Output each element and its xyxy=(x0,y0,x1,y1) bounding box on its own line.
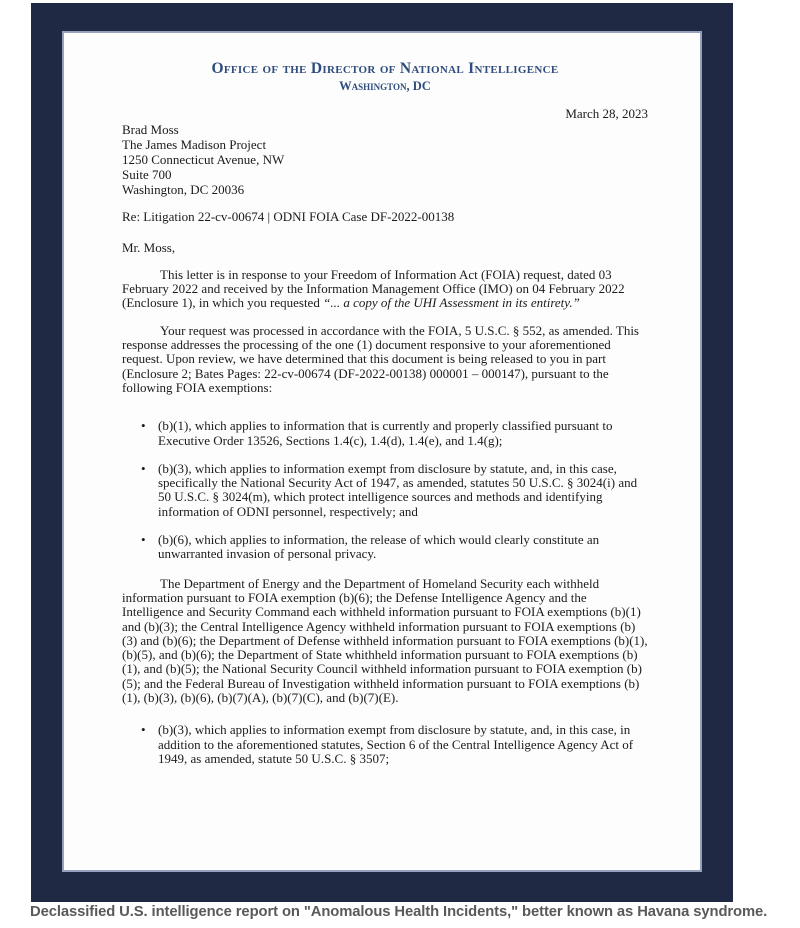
address-line-suite: Suite 700 xyxy=(122,167,172,183)
letter-content xyxy=(64,33,700,766)
letter-page xyxy=(64,33,700,870)
salutation: Mr. Moss, xyxy=(122,239,176,255)
address-line-city: Washington, DC 20036 xyxy=(122,182,245,198)
paragraph-foia-request xyxy=(122,268,648,311)
exemption-item-b3-cia-act: • (b)(3), which applies to information exempt from disclosure by statute, and, in this case, in addition to the aforementioned statutes, Section 6 of the Central Intelligence Agency Act of 1949, as amended, statute 50 U.S.C. § 3507; xyxy=(122,723,648,766)
address-line-org: The James Madison Project xyxy=(122,137,267,153)
recipient-address xyxy=(122,122,648,197)
exemption-item-b1: • (b)(1), which applies to information that is currently and properly classified pursuant to Executive Order 13526, Sections 1.4(c), 1.4(d), 1.4(e), and 1.4(g); xyxy=(122,419,648,448)
letter-date: March 28, 2023 xyxy=(565,106,648,121)
exemption-list-secondary xyxy=(122,723,648,766)
paragraph-processing: Your request was processed in accordance with the FOIA, 5 U.S.C. § 552, as amended. This response addresses the processing of the one (1) document responsive to your aforementioned request. Upon review, we have determined that this document is being released to you in part (Enclosure 2; Bates Pages: 22-cv-00674 (DF-2022-00138) 000001 – 000147), pursuant to the following FOIA exemptions: xyxy=(122,322,639,395)
letterhead-location: Washington, DC xyxy=(339,79,431,93)
exemption-item-b3: • (b)(3), which applies to information exempt from disclosure by statute, and, in this case, specifically the National Security Act of 1947, as amended, statutes 50 U.S.C. § 3024(i) and 50 U.S.C. § 3024(m), which protect intelligence sources and methods and identifying information of ODNI personnel, respectively; and xyxy=(122,462,648,519)
letterhead xyxy=(122,59,648,94)
re-line: Re: Litigation 22-cv-00674 | ODNI FOIA Case DF-2022-00138 xyxy=(122,209,455,225)
photo-frame xyxy=(31,3,733,902)
address-line-street: 1250 Connecticut Avenue, NW xyxy=(122,152,285,168)
request-quote: “... a copy of the UHI Assessment in its entirety.” xyxy=(323,295,580,311)
letterhead-agency-name: Office of the Director of National Intelligence xyxy=(211,60,559,77)
exemption-list-primary xyxy=(122,419,648,561)
photo-caption: Declassified U.S. intelligence report on "Anomalous Health Incidents," better known as Havana syndrome. xyxy=(30,904,768,920)
address-line-name: Brad Moss xyxy=(122,122,179,138)
paragraph-foia-request-text: This letter is in response to your Freedom of Information Act (FOIA) request, dated 03 February 2022 and received by the Information Management Office (IMO) on 04 February 2022 (Enclosure 1), in which you requested xyxy=(122,266,625,311)
exemption-item-b6: • (b)(6), which applies to information, the release of which would clearly constitute an unwarranted invasion of personal privacy. xyxy=(122,533,648,562)
paragraph-agencies-withheld: The Department of Energy and the Department of Homeland Security each withheld information pursuant to FOIA exemption (b)(6); the Defense Intelligence Agency and the Intelligence and Security Command each withheld information pursuant to FOIA exemptions (b)(1) and (b)(3); the Central Intelligence Agency withheld information pursuant to FOIA exemptions (b)(3) and (b)(6); the Department of Defense withheld information pursuant to FOIA exemptions (b)(1), (b)(5), and (b)(6); the Department of State whithheld information pursuant to FOIA exemptions (b)(1), and (b)(5); the National Security Council withheld information pursuant to FOIA exemption (b)(5); and the Federal Bureau of Investigation withheld information pursuant to FOIA exemptions (b)(1), (b)(3), (b)(6), (b)(7)(A), (b)(7)(C), and (b)(7)(E). xyxy=(122,575,648,706)
